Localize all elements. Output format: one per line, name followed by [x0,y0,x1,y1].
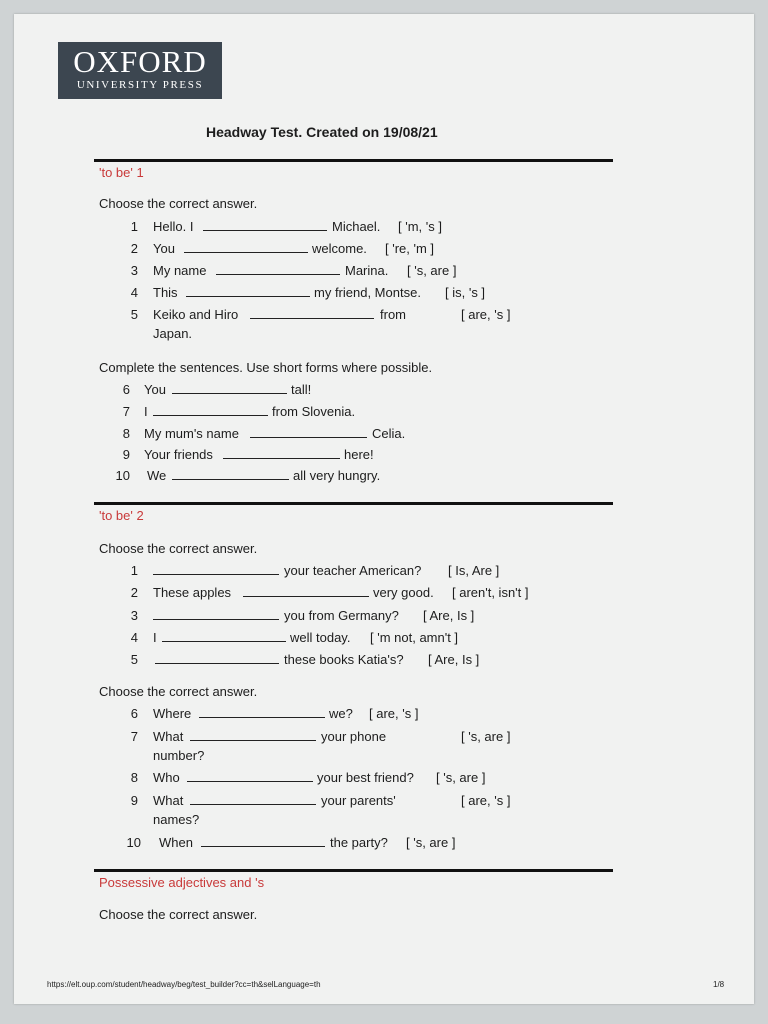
answer-blank[interactable] [187,770,313,782]
answer-blank[interactable] [153,563,279,575]
section-heading: 'to be' 1 [99,165,144,180]
question-text: you from Germany? [284,608,399,623]
question-number: 4 [130,630,138,645]
question-text-continued: Japan. [153,326,193,341]
answer-blank[interactable] [172,468,289,480]
question-text: your phone [321,729,387,744]
section-divider [94,159,613,162]
section-divider [94,869,613,872]
question-text: These apples [153,585,232,600]
question-text: the party? [330,835,388,850]
question-number: 3 [130,263,138,278]
answer-options: [ aren't, isn't ] [452,585,529,600]
answer-options: [ 'm, 's ] [398,219,442,234]
answer-blank[interactable] [190,729,316,741]
page-title: Headway Test. Created on 19/08/21 [206,124,438,140]
question-number: 5 [130,307,138,322]
question-number: 7 [122,404,130,419]
question-text: all very hungry. [293,468,381,483]
answer-blank[interactable] [184,241,308,253]
answer-blank[interactable] [216,263,340,275]
question-number: 4 [130,285,138,300]
instruction: Complete the sentences. Use short forms where possible. [99,360,433,375]
question-text: You [144,382,166,397]
question-number: 10 [115,468,130,483]
answer-options: [ 'm not, amn't ] [370,630,459,645]
answer-options: [ 's, are ] [407,263,457,278]
answer-blank[interactable] [250,426,367,438]
question-number: 2 [130,241,138,256]
answer-options: [ is, 's ] [445,285,486,300]
answer-blank[interactable] [223,447,340,459]
answer-options: [ 's, are ] [406,835,456,850]
question-text: Keiko and Hiro [153,307,239,322]
answer-blank[interactable] [186,285,310,297]
question-text: Hello. I [153,219,194,234]
question-text: very good. [373,585,434,600]
answer-options: [ 're, 'm ] [385,241,435,256]
instruction: Choose the correct answer. [99,684,258,699]
section-heading: 'to be' 2 [99,508,144,523]
instruction: Choose the correct answer. [99,907,258,922]
question-number: 9 [130,793,138,808]
question-number: 3 [130,608,138,623]
answer-blank[interactable] [250,307,374,319]
instruction: Choose the correct answer. [99,541,258,556]
question-text: My name [153,263,207,278]
question-text: here! [344,447,374,462]
question-text: Celia. [372,426,406,441]
question-text: welcome. [312,241,367,256]
question-text-continued: names? [153,812,200,827]
answer-blank[interactable] [153,404,268,416]
section-heading: Possessive adjectives and 's [99,875,265,890]
answer-blank[interactable] [153,608,279,620]
question-number: 8 [122,426,130,441]
question-text: What [153,793,184,808]
oxford-university-press-logo [58,42,222,99]
answer-blank[interactable] [243,585,369,597]
answer-blank[interactable] [155,652,279,664]
question-text: from Slovenia. [272,404,356,419]
question-text: tall! [291,382,312,397]
answer-options: [ Are, Is ] [428,652,480,667]
question-text: your teacher American? [284,563,422,578]
question-text: Michael. [332,219,381,234]
answer-blank[interactable] [201,835,325,847]
question-text: When [159,835,193,850]
question-text: Where [153,706,192,721]
question-number: 7 [130,729,138,744]
answer-options: [ 's, are ] [436,770,486,785]
answer-blank[interactable] [172,382,287,394]
question-number: 6 [130,706,138,721]
question-text: This [153,285,178,300]
question-number: 9 [122,447,130,462]
question-text: these books Katia's? [284,652,404,667]
answer-blank[interactable] [190,793,316,805]
question-number: 5 [130,652,138,667]
question-text-continued: number? [153,748,205,763]
question-text: your parents' [321,793,396,808]
question-number: 1 [130,563,138,578]
question-number: 10 [126,835,141,850]
question-text: my friend, Montse. [314,285,421,300]
answer-blank[interactable] [203,219,327,231]
question-number: 1 [130,219,138,234]
question-text: your best friend? [317,770,414,785]
logo-line-2: UNIVERSITY PRESS [76,79,204,91]
question-text: My mum's name [144,426,239,441]
page-number: 1/8 [713,980,725,989]
answer-options: [ Is, Are ] [448,563,500,578]
question-text: from [380,307,406,322]
instruction: Choose the correct answer. [99,196,258,211]
question-text: Who [153,770,180,785]
question-text: We [147,468,167,483]
question-text: Your friends [144,447,213,462]
answer-options: [ are, 's ] [369,706,419,721]
question-number: 8 [130,770,138,785]
question-text: Marina. [345,263,389,278]
footer-url: https://elt.oup.com/student/headway/beg/test_builder?cc=th&selLanguage=th [47,980,321,989]
answer-blank[interactable] [162,630,286,642]
question-number: 6 [122,382,130,397]
question-text: I [153,630,157,645]
question-number: 2 [130,585,138,600]
question-text: You [153,241,175,256]
question-text: we? [329,706,353,721]
question-text: well today. [290,630,351,645]
answer-options: [ 's, are ] [461,729,511,744]
question-text: I [144,404,148,419]
answer-options: [ are, 's ] [461,307,511,322]
question-text: What [153,729,184,744]
section-divider [94,502,613,505]
logo-line-1: OXFORD [73,44,207,79]
answer-options: [ are, 's ] [461,793,511,808]
answer-blank[interactable] [199,706,325,718]
answer-options: [ Are, Is ] [423,608,475,623]
